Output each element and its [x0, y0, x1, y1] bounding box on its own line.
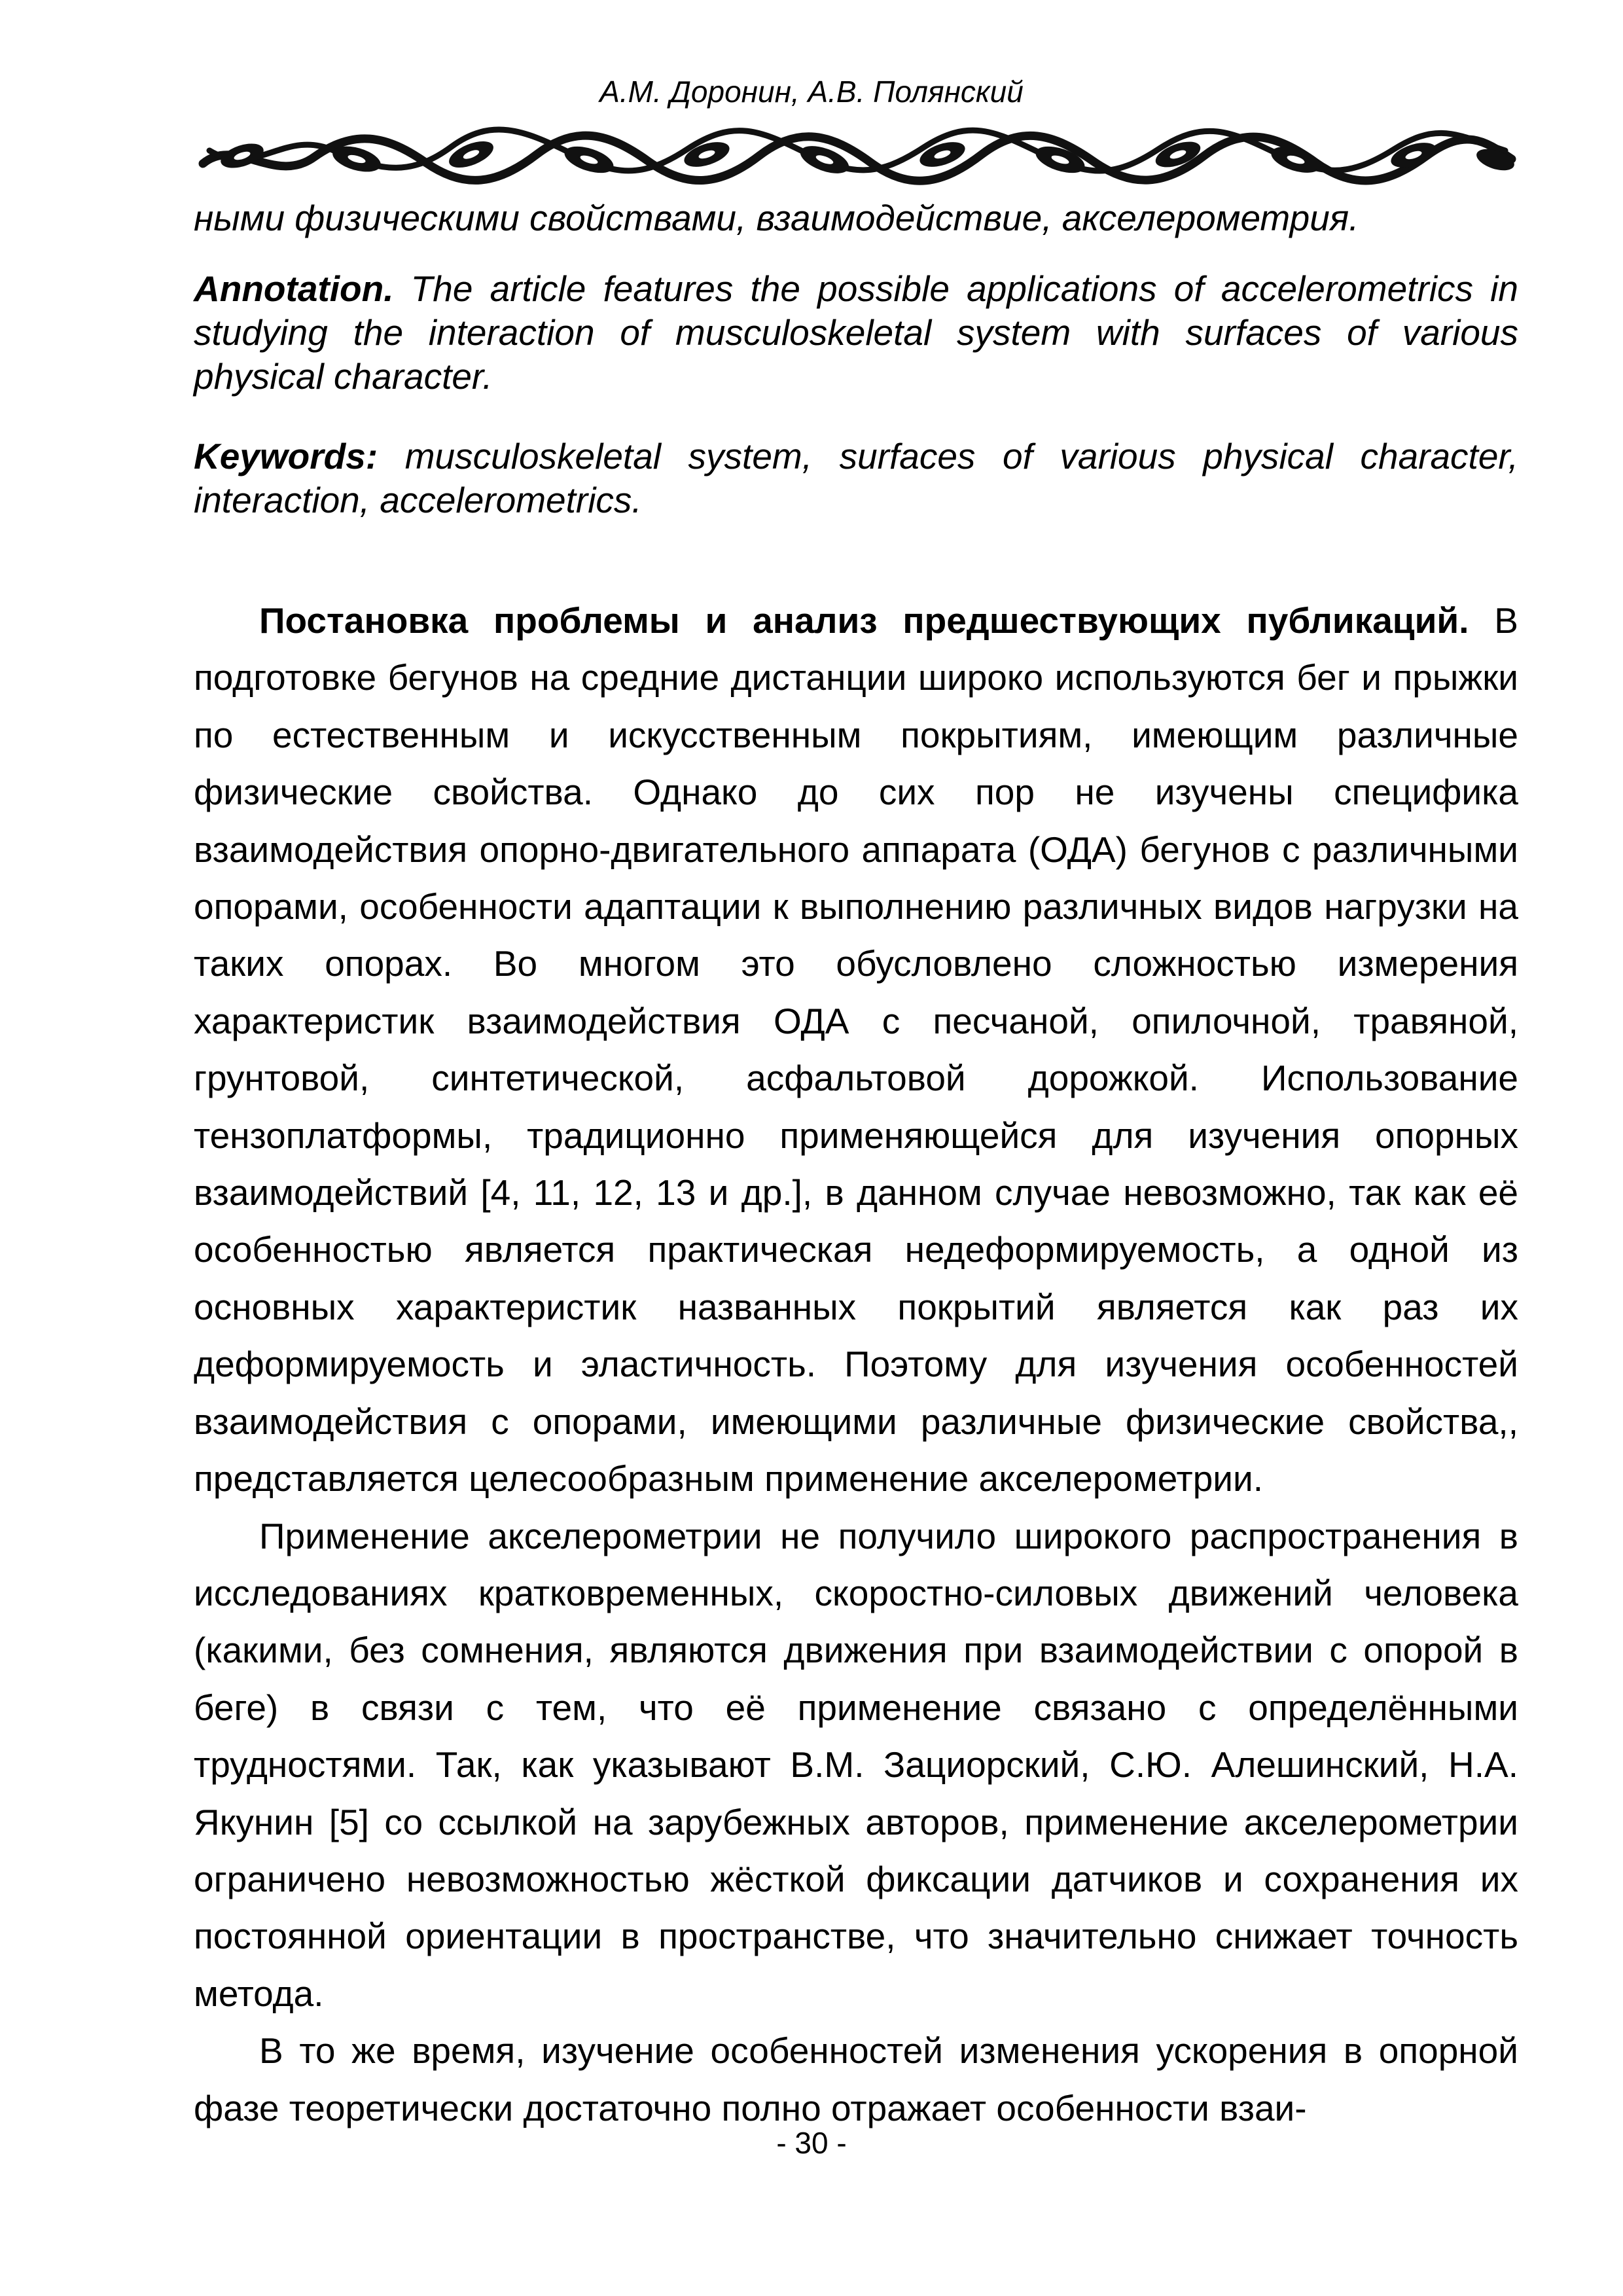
annotation-label: Annotation.: [194, 268, 394, 309]
annotation-text: The article features the possible applications of accelerometrics in studying the interaction of musculoskeletal system with surfaces of various physical character.: [194, 268, 1518, 397]
keywords-paragraph: [194, 435, 1518, 522]
keywords-label: Keywords:: [194, 436, 378, 476]
keywords-text: musculoskeletal system, surfaces of various physical character, interaction, accelerometrics.: [194, 436, 1518, 520]
russian-keywords-continuation: ными физическими свойствами, взаимодействие, акселерометрия.: [194, 198, 1359, 238]
main-body-text: [194, 592, 1518, 2137]
section-heading: Постановка проблемы и анализ предшествующих публикаций.: [259, 600, 1469, 641]
body-paragraph-1-text: В подготовке бегунов на средние дистанции широко используются бег и прыжки по естественным и искусственным покрытиям, имеющим различные физические свойства. Однако до сих пор не изучены специфика взаимодействия опорно-двигательного аппарата (ОДА) бегунов с различными опорами, особенности адаптации к выполнению различных видов нагрузки на таких опорах. Во многом это обусловлено сложностью измерения характеристик взаимодействия ОДА с песчаной, опилочной, травяной, грунтовой, синтетической, асфальтовой дорожкой. Использование тензоплатформы, традиционно применяющейся для изучения опорных взаимодействий [4, 11, 12, 13 и др.], в данном случае невозможно, так как её особенностью является практическая недеформируемость, а одной из основных характеристик названных покрытий является как раз их деформируемость и эластичность. Поэтому для изучения особенностей взаимодействия с опорами, имеющими различные физические свойства,, представляется целесообразным применение акселерометрии.: [194, 600, 1518, 1499]
body-paragraph-3: В то же время, изучение особенностей изменения ускорения в опорной фазе теоретически достаточно полно отражает особенности взаи-: [194, 2030, 1518, 2128]
page-number: - 30 -: [776, 2126, 847, 2160]
body-paragraph-2: Применение акселерометрии не получило широкого распространения в исследованиях кратковременных, скоростно-силовых движений человека (какими, без сомнения, являются движения при взаимодействии с опорой в беге) в связи с тем, что её применение связано с определёнными трудностями. Так, как указывают В.М. Зациорский, С.Ю. Алешинский, Н.А. Якунин [5] со ссылкой на зарубежных авторов, применение акселерометрии ограничено невозможностью жёсткой фиксации датчиков и сохранения их постоянной ориентации в пространстве, что значительно снижает точность метода.: [194, 1515, 1518, 2014]
body-paragraph-1: [194, 592, 1518, 1508]
annotation-paragraph: [194, 267, 1518, 399]
running-header-authors: А.М. Доронин, А.В. Полянский: [599, 75, 1024, 109]
decorative-vine-border-icon: [196, 123, 1518, 188]
